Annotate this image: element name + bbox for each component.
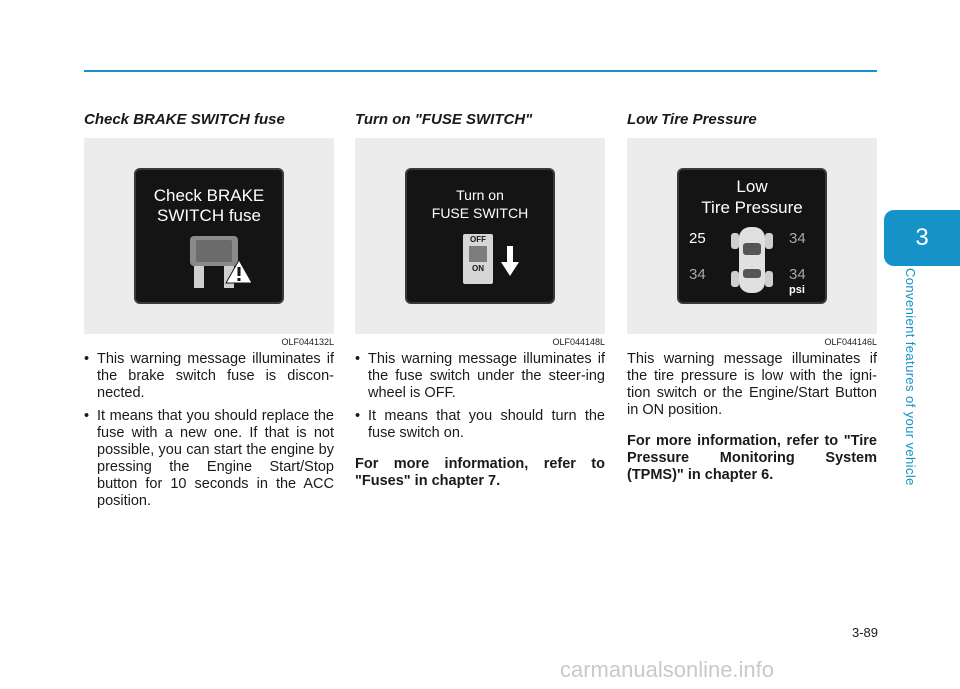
cluster-display [677, 168, 827, 304]
page-number: 3-89 [851, 625, 878, 640]
bullet-item: • It means that you should replace the fuse with a new one. If that is not possible, you can start the engine by pressing the Engine Start/Stop button for 10 seconds in the ACC position. [84, 408, 334, 510]
tire-front-left: 25 [689, 230, 706, 247]
section-brake-switch-fuse [84, 110, 334, 516]
display-line-2: SWITCH fuse [157, 206, 261, 225]
warning-figure [355, 138, 605, 334]
figure-code: OLF044148L [552, 337, 605, 347]
chapter-title: Convenient features of your vehicle [903, 268, 918, 486]
warning-figure [627, 138, 877, 334]
display-line-1: Check BRAKE [153, 186, 265, 205]
cluster-display [134, 168, 284, 304]
cluster-display [405, 168, 555, 304]
arrow-down-icon [501, 246, 519, 276]
reference-note: For more information, refer to "Fuses" in chapter 7. [355, 456, 605, 489]
car-top-view-icon [729, 225, 775, 297]
display-line-1: Low [736, 177, 768, 196]
section-heading: Check BRAKE SWITCH fuse [84, 111, 285, 128]
reference-note: For more information, refer to "Tire Pressure Monitoring System (TPMS)" in chapter 6. [627, 433, 877, 483]
section-heading: Low Tire Pressure [627, 111, 757, 128]
tire-front-right: 34 [789, 230, 806, 247]
warning-figure [84, 138, 334, 334]
pressure-unit: psi [789, 284, 805, 296]
chapter-tab: 3 [884, 210, 960, 266]
top-rule [84, 70, 877, 72]
figure-code: OLF044146L [824, 337, 877, 347]
switch-off-label: OFF [470, 235, 486, 244]
tire-rear-right: 34 [789, 266, 806, 283]
bullet-item: • It means that you should turn the fuse switch on. [355, 408, 605, 442]
section-heading: Turn on "FUSE SWITCH" [355, 111, 533, 128]
display-line-2: FUSE SWITCH [431, 205, 529, 221]
body-text: This warning message illuminates if the tire pressure is low with the igni-tion switch or the Engine/Start Button in ON position. [627, 351, 877, 418]
section-low-tire-pressure [627, 110, 877, 484]
fuse-switch-icon [463, 234, 493, 284]
tire-rear-left: 34 [689, 266, 706, 283]
switch-on-label: ON [472, 264, 484, 273]
section-fuse-switch [355, 110, 605, 490]
warning-triangle-icon [224, 258, 254, 285]
display-line-2: Tire Pressure [701, 198, 803, 217]
bullet-item: • This warning message illuminates if the fuse switch under the steer-ing wheel is OFF. [355, 351, 605, 402]
watermark: carmanualsonline.info [560, 657, 775, 682]
figure-code: OLF044132L [281, 337, 334, 347]
display-line-1: Turn on [456, 187, 504, 203]
bullet-list [355, 351, 605, 442]
bullet-list [84, 351, 334, 510]
bullet-item: • This warning message illuminates if the brake switch fuse is discon-nected. [84, 351, 334, 402]
